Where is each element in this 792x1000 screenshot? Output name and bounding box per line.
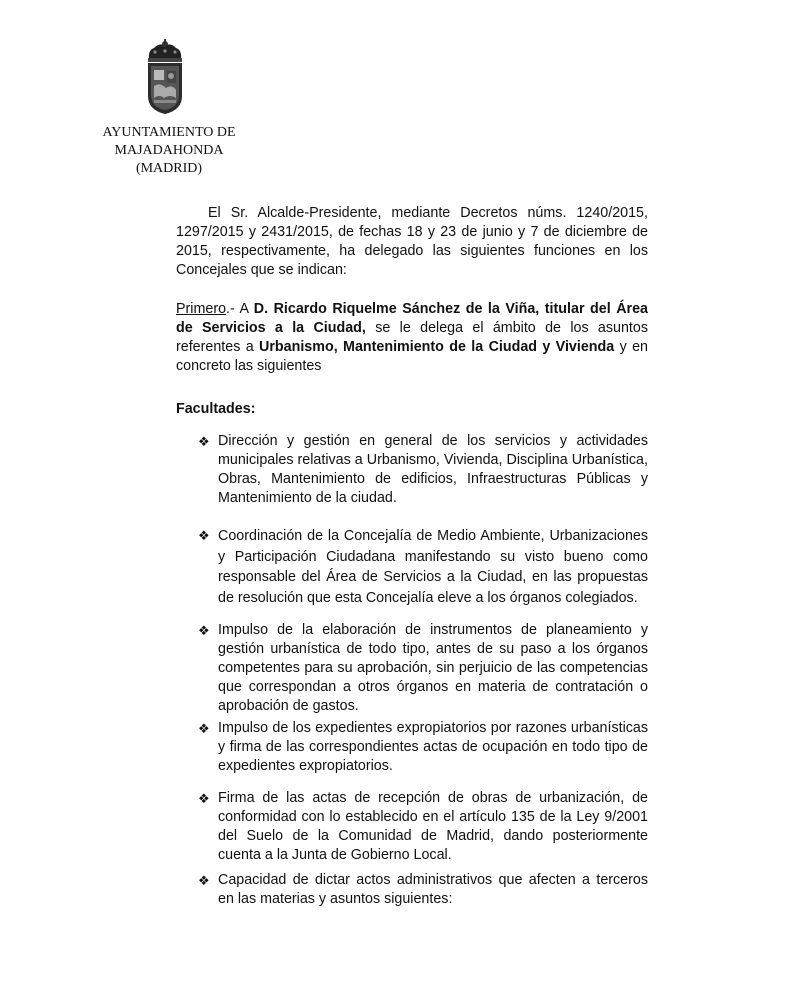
primero-sep: .- A — [226, 301, 254, 317]
primero-text-1: se le delega el ámbito de los asuntos referentes a — [176, 320, 648, 355]
list-item-text: Impulso de la elaboración de instrumentos de planeamiento y gestión urbanística de todo tipo, antes de su paso a los órganos competentes para su aprobación, sin perjuicio de las competencias que correspondan a otros órganos en materia de contratación o aprobación de gastos. — [218, 622, 648, 714]
facultades-heading: Facultades: — [176, 401, 256, 417]
list-item — [198, 526, 648, 608]
list-item-text: Dirección y gestión en general de los servicios y actividades municipales relativas a Urbanismo, Vivienda, Disciplina Urbanística, Obras, Mantenimiento de edificios, Infraestructuras Públicas y Mantenimiento de la ciudad. — [218, 433, 648, 506]
primero-label: Primero — [176, 301, 227, 317]
primero-paragraph — [176, 300, 648, 376]
delegated-areas: Urbanismo, Mantenimiento de la Ciudad y Vivienda — [259, 339, 615, 355]
diamond-bullet-icon: ❖ — [198, 623, 210, 638]
list-item — [198, 432, 648, 508]
list-item-text: Firma de las actas de recepción de obras de urbanización, de conformidad con lo establecido en el artículo 135 de la Ley 9/2001 del Suelo de la Comunidad de Madrid, dando posteriormente cuenta a la Junta de Gobierno Local. — [218, 790, 648, 863]
list-item-text: Coordinación de la Concejalía de Medio Ambiente, Urbanizaciones y Participación Ciudadana manifestando su visto bueno como responsable del Área de Servicios a la Ciudad, en las propuestas de resolución que esta Concejalía eleve a los órganos colegiados. — [218, 528, 648, 606]
org-line-1: AYUNTAMIENTO DE — [102, 125, 236, 140]
org-line-3: (MADRID) — [135, 161, 203, 176]
list-item-text: Capacidad de dictar actos administrativos que afecten a terceros en las materias y asuntos siguientes: — [218, 872, 648, 907]
organization-name — [96, 124, 242, 178]
org-line-2: MAJADAHONDA — [114, 143, 224, 158]
coat-of-arms-icon — [140, 38, 190, 116]
primero-text-2: y en concreto las siguientes — [176, 339, 648, 374]
diamond-bullet-icon: ❖ — [198, 791, 210, 806]
diamond-bullet-icon: ❖ — [198, 528, 210, 543]
intro-paragraph: El Sr. Alcalde-Presidente, mediante Decretos núms. 1240/2015, 1297/2015 y 2431/2015, de fechas 18 y 23 de junio y 7 de diciembre de 2015, respectivamente, ha delegado las siguientes funciones en los Concejales que se indican: — [176, 205, 648, 278]
diamond-bullet-icon: ❖ — [198, 873, 210, 888]
list-item — [198, 789, 648, 865]
diamond-bullet-icon: ❖ — [198, 721, 210, 736]
delegate-name: D. Ricardo Riquelme Sánchez de la Viña, titular del Área de Servicios a la Ciudad, — [176, 301, 648, 336]
diamond-bullet-icon: ❖ — [198, 434, 210, 449]
list-item — [198, 621, 648, 716]
list-item — [198, 871, 648, 909]
list-item-text: Impulso de los expedientes expropiatorios por razones urbanísticas y firma de las correspondientes actas de ocupación en todo tipo de expedientes expropiatorios. — [218, 720, 648, 774]
list-item — [198, 719, 648, 776]
